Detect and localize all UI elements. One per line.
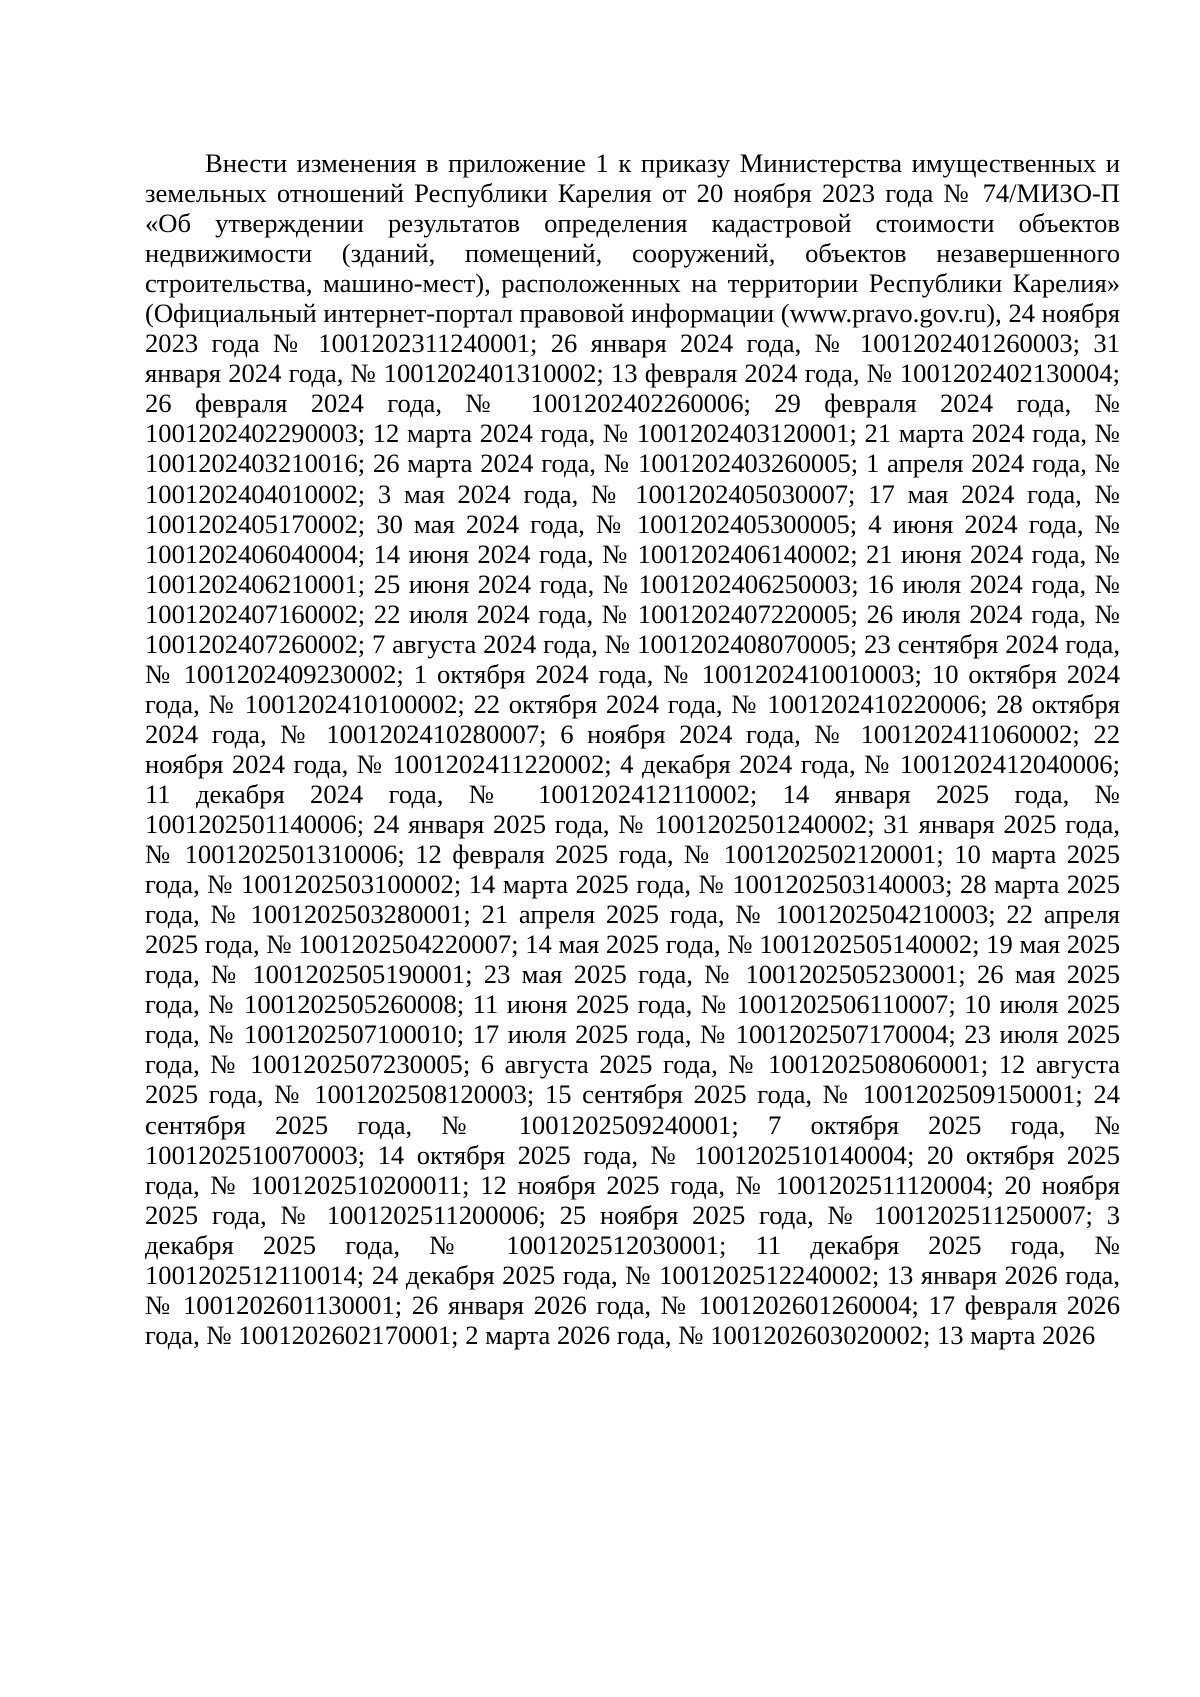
body-paragraph: Внести изменения в приложение 1 к приказу Министерства имущественных и земельных отношений Республики Карелия от 20 ноября 2023 года № 74/МИЗО-П «Об утверждении результатов определения кадастровой стоимости объектов недвижимости (зданий, помещений, сооружений, объектов незавершенного строительства, машино-мест), расположенных на территории Республики Карелия» (Официальный интернет-портал правовой информации (www.pravo.gov.ru), 24 ноября 2023 года № 1001202311240001; 26 января 2024 года, № 1001202401260003; 31 января 2024 года, № 1001202401310002; 13 февраля 2024 года, № 1001202402130004; 26 февраля 2024 года, № 1001202402260006; 29 февраля 2024 года, № 1001202402290003; 12 марта 2024 года, № 1001202403120001; 21 марта 2024 года, № 1001202403210016; 26 марта 2024 года, № 1001202403260005; 1 апреля 2024 года, № 1001202404010002; 3 мая 2024 года, № 1001202405030007; 17 мая 2024 года, № 1001202405170002; 30 мая 2024 года, № 1001202405300005; 4 июня 2024 года, № 1001202406040004; 14 июня 2024 года, № 1001202406140002; 21 июня 2024 года, № 1001202406210001; 25 июня 2024 года, № 1001202406250003; 16 июля 2024 года, № 1001202407160002; 22 июля 2024 года, № 1001202407220005; 26 июля 2024 года, № 1001202407260002; 7 августа 2024 года, № 1001202408070005; 23 сентября 2024 года, № 1001202409230002; 1 октября 2024 года, № 1001202410010003; 10 октября 2024 года, № 1001202410100002; 22 октября 2024 года, № 1001202410220006; 28 октября 2024 года, № 1001202410280007; 6 ноября 2024 года, № 1001202411060002; 22 ноября 2024 года, № 1001202411220002; 4 декабря 2024 года, № 1001202412040006; 11 декабря 2024 года, № 1001202412110002; 14 января 2025 года, № 1001202501140006; 24 января 2025 года, № 1001202501240002; 31 января 2025 года, № 1001202501310006; 12 февраля 2025 года, № 1001202502120001; 10 марта 2025 года, № 1001202503100002; 14 марта 2025 года, № 1001202503140003; 28 марта 2025 года, № 1001202503280001; 21 апреля 2025 года, № 1001202504210003; 22 апреля 2025 года, № 1001202504220007; 14 мая 2025 года, № 1001202505140002; 19 мая 2025 года, № 1001202505190001; 23 мая 2025 года, № 1001202505230001; 26 мая 2025 года, № 1001202505260008; 11 июня 2025 года, № 1001202506110007; 10 июля 2025 года, № 1001202507100010; 17 июля 2025 года, № 1001202507170004; 23 июля 2025 года, № 1001202507230005; 6 августа 2025 года, № 1001202508060001; 12 августа 2025 года, № 1001202508120003; 15 сентября 2025 года, № 1001202509150001; 24 сентября 2025 года, № 1001202509240001; 7 октября 2025 года, № 1001202510070003; 14 октября 2025 года, № 1001202510140004; 20 октября 2025 года, № 1001202510200011; 12 ноября 2025 года, № 1001202511120004; 20 ноября 2025 года, № 1001202511200006; 25 ноября 2025 года, № 1001202511250007; 3 декабря 2025 года, № 1001202512030001; 11 декабря 2025 года, № 1001202512110014; 24 декабря 2025 года, № 1001202512240002; 13 января 2026 года, № 1001202601130001; 26 января 2026 года, № 1001202601260004; 17 февраля 2026 года, № 1001202602170001; 2 марта 2026 года, № 1001202603020002; 13 марта 2026 [145,148,1120,1350]
